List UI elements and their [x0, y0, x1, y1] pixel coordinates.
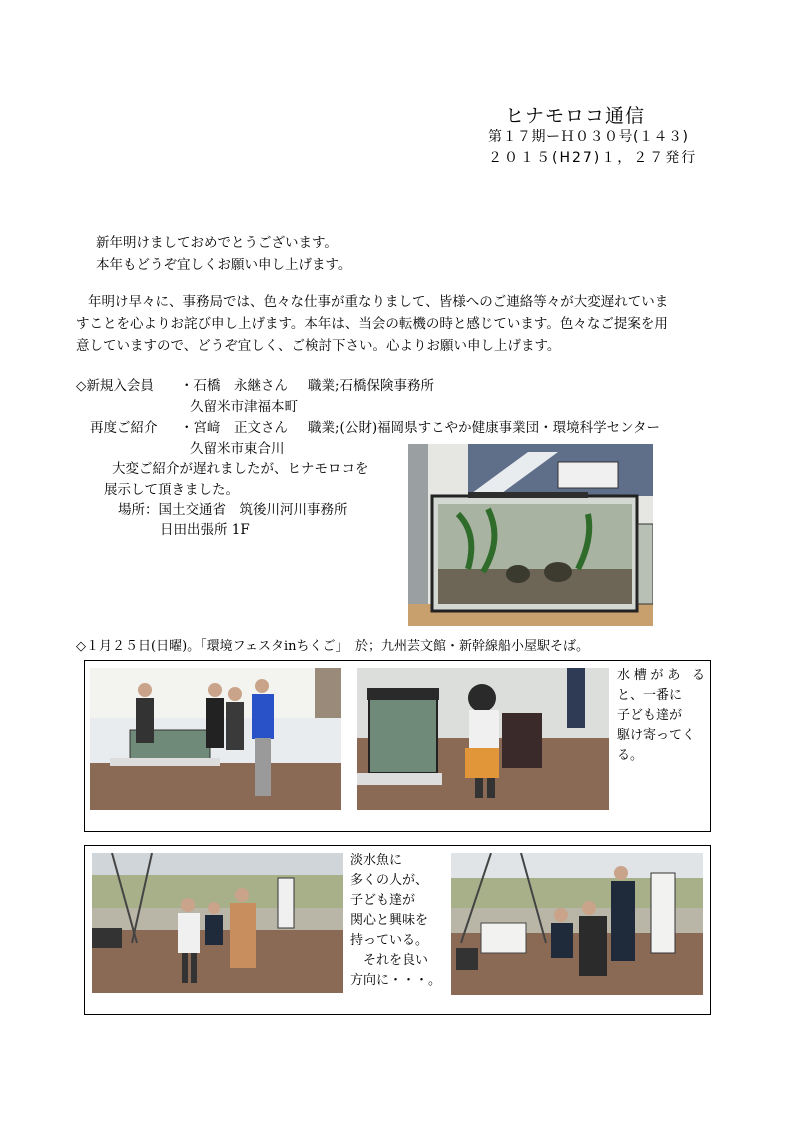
visitors-illustration — [92, 853, 343, 993]
intro-line-2: すことを心よりお詫び申し上げます。本年は、当会の転機の時と感じています。色々なご提案を用 — [76, 316, 668, 332]
reintro-address: 久留米市東合川 — [190, 441, 285, 457]
publish-date: ２０１５(H27)１，２７発行 — [488, 150, 698, 166]
caption-1-line-5: る。 — [617, 748, 644, 763]
exhibit-place-1: 場所：国土交通省 筑後川河川事務所 — [118, 502, 348, 518]
caption-2-line-2: 多くの人が、 — [350, 873, 429, 888]
reintro-job: 職業;(公財)福岡県すこやか健康事業団・環境科学センター — [308, 420, 661, 436]
caption-box-2 — [350, 851, 441, 991]
new-member-name: ・石橋 永継さん — [180, 378, 288, 394]
aquarium-illustration — [408, 444, 653, 626]
exhibit-place-2: 日田出張所 1F — [160, 522, 250, 538]
exhibit-line-1: 大変ご紹介が遅れましたが、ヒナモロコを — [112, 461, 369, 477]
new-member-address: 久留米市津福本町 — [190, 399, 298, 415]
caption-1-line-1: 水槽があ る — [617, 668, 705, 683]
event-heading: ◇１月２５日(日曜)。「環境フェスタinちくご」 於；九州芸文館・新幹線船小屋駅そば。 — [76, 639, 590, 654]
intro-line-1: 年明け早々に、事務局では、色々な仕事が重なりまして、皆様へのご連絡等々が大変遅れていま — [88, 294, 669, 310]
reintro-name: ・宮﨑 正文さん — [180, 420, 288, 436]
aquarium-photo — [408, 444, 653, 626]
caption-1-line-2: と、一番に — [617, 688, 683, 703]
caption-1-line-3: 子ども達が — [617, 708, 683, 723]
newsletter-title: ヒナモロコ通信 — [505, 105, 646, 127]
caption-2-line-3: 子ども達が — [350, 893, 416, 908]
new-member-label: ◇新規入会員 — [76, 378, 154, 394]
caption-2-line-7: 方向に・・・。 — [350, 973, 442, 988]
new-member-job: 職業;石橋保険事務所 — [308, 378, 435, 394]
reintro-label: 再度ご紹介 — [90, 420, 158, 436]
caption-1-line-4: 駆け寄ってく — [617, 728, 696, 743]
caption-2-line-5: 持っている。 — [350, 933, 429, 948]
event-photo-4 — [451, 853, 703, 995]
event-photo-3 — [92, 853, 343, 993]
caption-2-line-4: 関心と興味を — [350, 913, 429, 928]
exhibit-line-2: 展示して頂きました。 — [104, 482, 239, 498]
people-at-tank-illustration — [90, 668, 341, 810]
caption-2-line-1: 淡水魚に — [350, 853, 403, 868]
booth-illustration — [451, 853, 703, 995]
child-at-tank-illustration — [357, 668, 609, 810]
issue-number: 第１７期ーＨ０３０号(１４３) — [488, 129, 689, 145]
caption-box-1 — [617, 666, 705, 766]
greeting-line-2: 本年もどうぞ宜しくお願い申し上げます。 — [96, 257, 352, 273]
event-photo-1 — [90, 668, 341, 810]
caption-2-line-6: それを良い — [350, 953, 429, 968]
greeting-line-1: 新年明けましておめでとうございます。 — [96, 235, 338, 251]
event-photo-2 — [357, 668, 609, 810]
intro-line-3: 意していますので、どうぞ宜しく、ご検討下さい。心よりお願い申し上げます。 — [76, 338, 561, 354]
